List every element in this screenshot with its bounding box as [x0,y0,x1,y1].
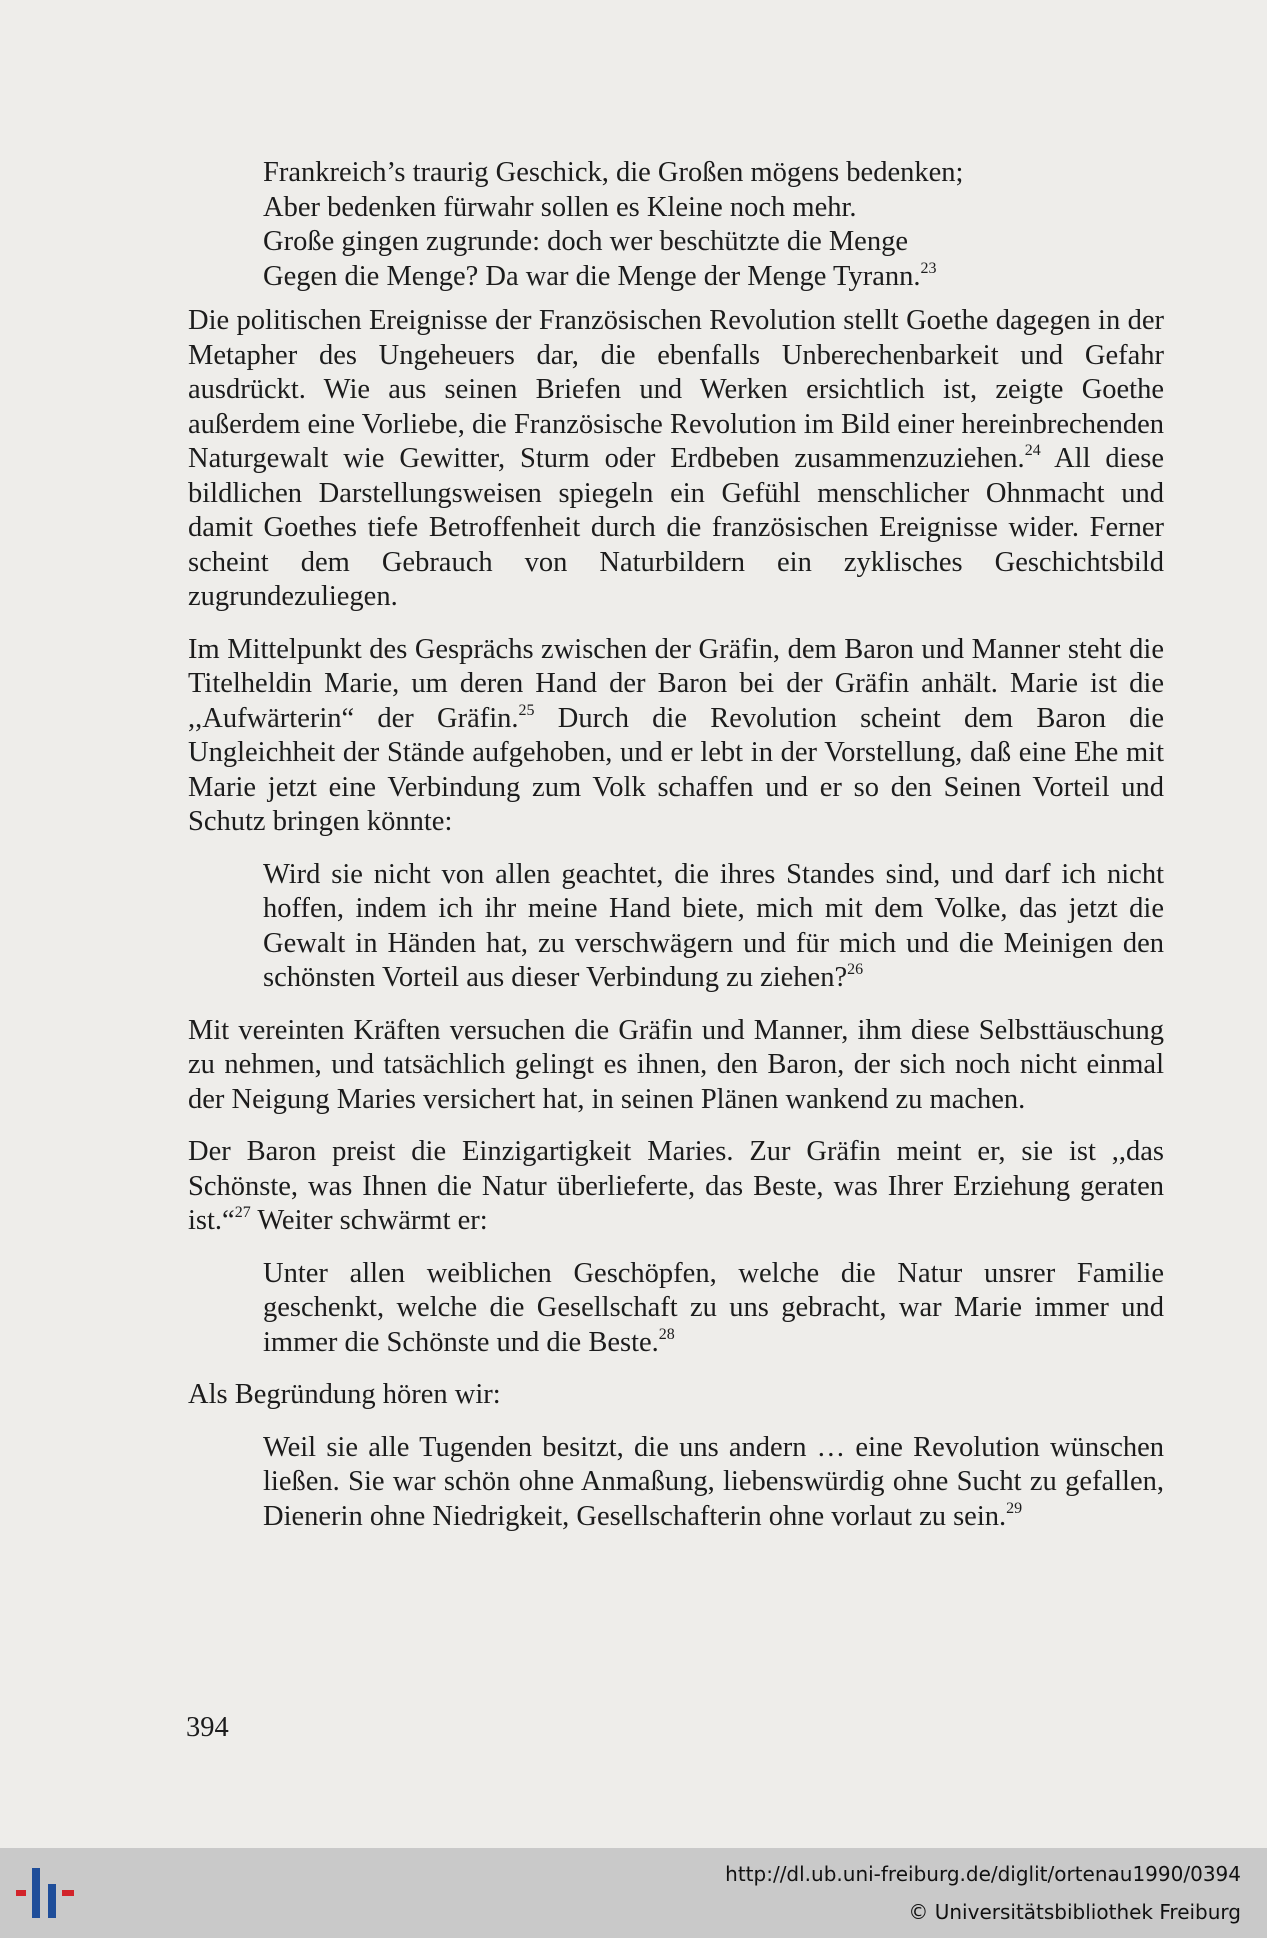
footnote-ref: 28 [658,1325,675,1343]
paragraph: Die politischen Ereignisse der Französischen Revolution stellt Goethe dagegen in der Metapher des Ungeheuers dar, die ebenfalls Unberechenbarkeit und Gefahr ausdrückt. Wie aus seinen Briefen und Werken ersichtlich ist, zeigte Goethe außerdem eine Vorliebe, die Französische Revolution im Bild einer hereinbrechenden Naturgewalt wie Gewitter, Sturm oder Erdbeben zusammenzuziehen.$^{24}$ All diese bildlichen Darstellungsweisen spiegeln ein Gefühl menschlicher Ohnmacht und damit Goethes tiefe Betroffenheit durch die französischen Ereignisse wider. Ferner scheint dem Gebrauch von Naturbildern ein zyklisches Geschichtsbild zugrundezuliegen. [188,305,1164,612]
footnote-ref: 24 [1024,442,1041,459]
paragraph: Im Mittelpunkt des Gesprächs zwischen der Gräfin, dem Baron und Manner steht die Titelheldin Marie, um deren Hand der Baron bei der Gräfin anhält. Marie ist die ,,Aufwärterin“ der Gräfin.$^{25}$ Durch die Revolution scheint dem Baron die Ungleichheit der Stände aufgehoben, und er lebt in der Vorstellung, daß eine Ehe mit Marie jetzt eine Verbindung zum Volk schaffen und er so den Seinen Vorteil und Schutz bringen könnte: [188,633,1165,837]
verse-line: Große gingen zugrunde: doch wer beschützte die Menge [263,226,908,257]
paragraph: Mit vereinten Kräften versuchen die Gräfin und Manner, ihm diese Selbsttäuschung zu nehmen, und tatsächlich gelingt es ihnen, den Baron, der sich noch nicht einmal der Neigung Maries versichert hat, in seinen Plänen wankend zu machen. [188,1014,1164,1115]
block-quote: Unter allen weiblichen Geschöpfen, welche die Natur unsrer Familie geschenkt, welche die Gesellschaft zu uns gebracht, war Marie immer und immer die Schönste und die Beste.$^{28}$ [263,1257,1164,1358]
copyright-notice: © Universitätsbibliothek Freiburg [908,1900,1241,1924]
verse-line: Gegen die Menge? Da war die Menge der Menge Tyrann.$^{23}$ [263,259,937,292]
footnote-ref: 26 [847,961,864,978]
verse-line: Frankreich’s traurig Geschick, die Großen mögens bedenken; [263,157,964,188]
footer-bar [0,1848,1267,1938]
library-logo-icon [12,1862,82,1926]
source-url-link[interactable]: http://dl.ub.uni-freiburg.de/diglit/ortenau1990/0394 [725,1862,1241,1886]
footnote-ref: 23 [920,259,937,277]
paragraph: Als Begründung hören wir: [188,1379,501,1410]
verse-block [263,156,1164,294]
footnote-ref: 29 [1006,1499,1023,1517]
block-quote: Weil sie alle Tugenden besitzt, die uns andern … eine Revolution wünschen ließen. Sie war schön ohne Anmaßung, liebenswürdig ohne Sucht zu gefallen, Dienerin ohne Niedrigkeit, Gesellschafterin ohne vorlaut zu sein.$^{29}$ [263,1431,1164,1532]
footnote-ref: 25 [518,701,535,719]
footnote-ref: 27 [234,1204,251,1221]
verse-line: Aber bedenken fürwahr sollen es Kleine noch mehr. [263,191,857,223]
paragraph: Der Baron preist die Einzigartigkeit Maries. Zur Gräfin meint er, sie ist ,,das Schönste, was Ihnen die Natur überlieferte, das Beste, was Ihrer Erziehung geraten ist.“$^{27}$ Weiter schwärmt er: [188,1136,1164,1236]
block-quote: Wird sie nicht von allen geachtet, die ihres Standes sind, und darf ich nicht hoffen, indem ich ihr meine Hand biete, mich mit dem Volke, das jetzt die Gewalt in Händen hat, zu verschwägern und für mich und die Meinigen den schönsten Vorteil aus dieser Verbindung zu ziehen?$^{26}$ [263,858,1164,993]
page-content [188,156,1164,1534]
page-number: 394 [186,1712,229,1743]
